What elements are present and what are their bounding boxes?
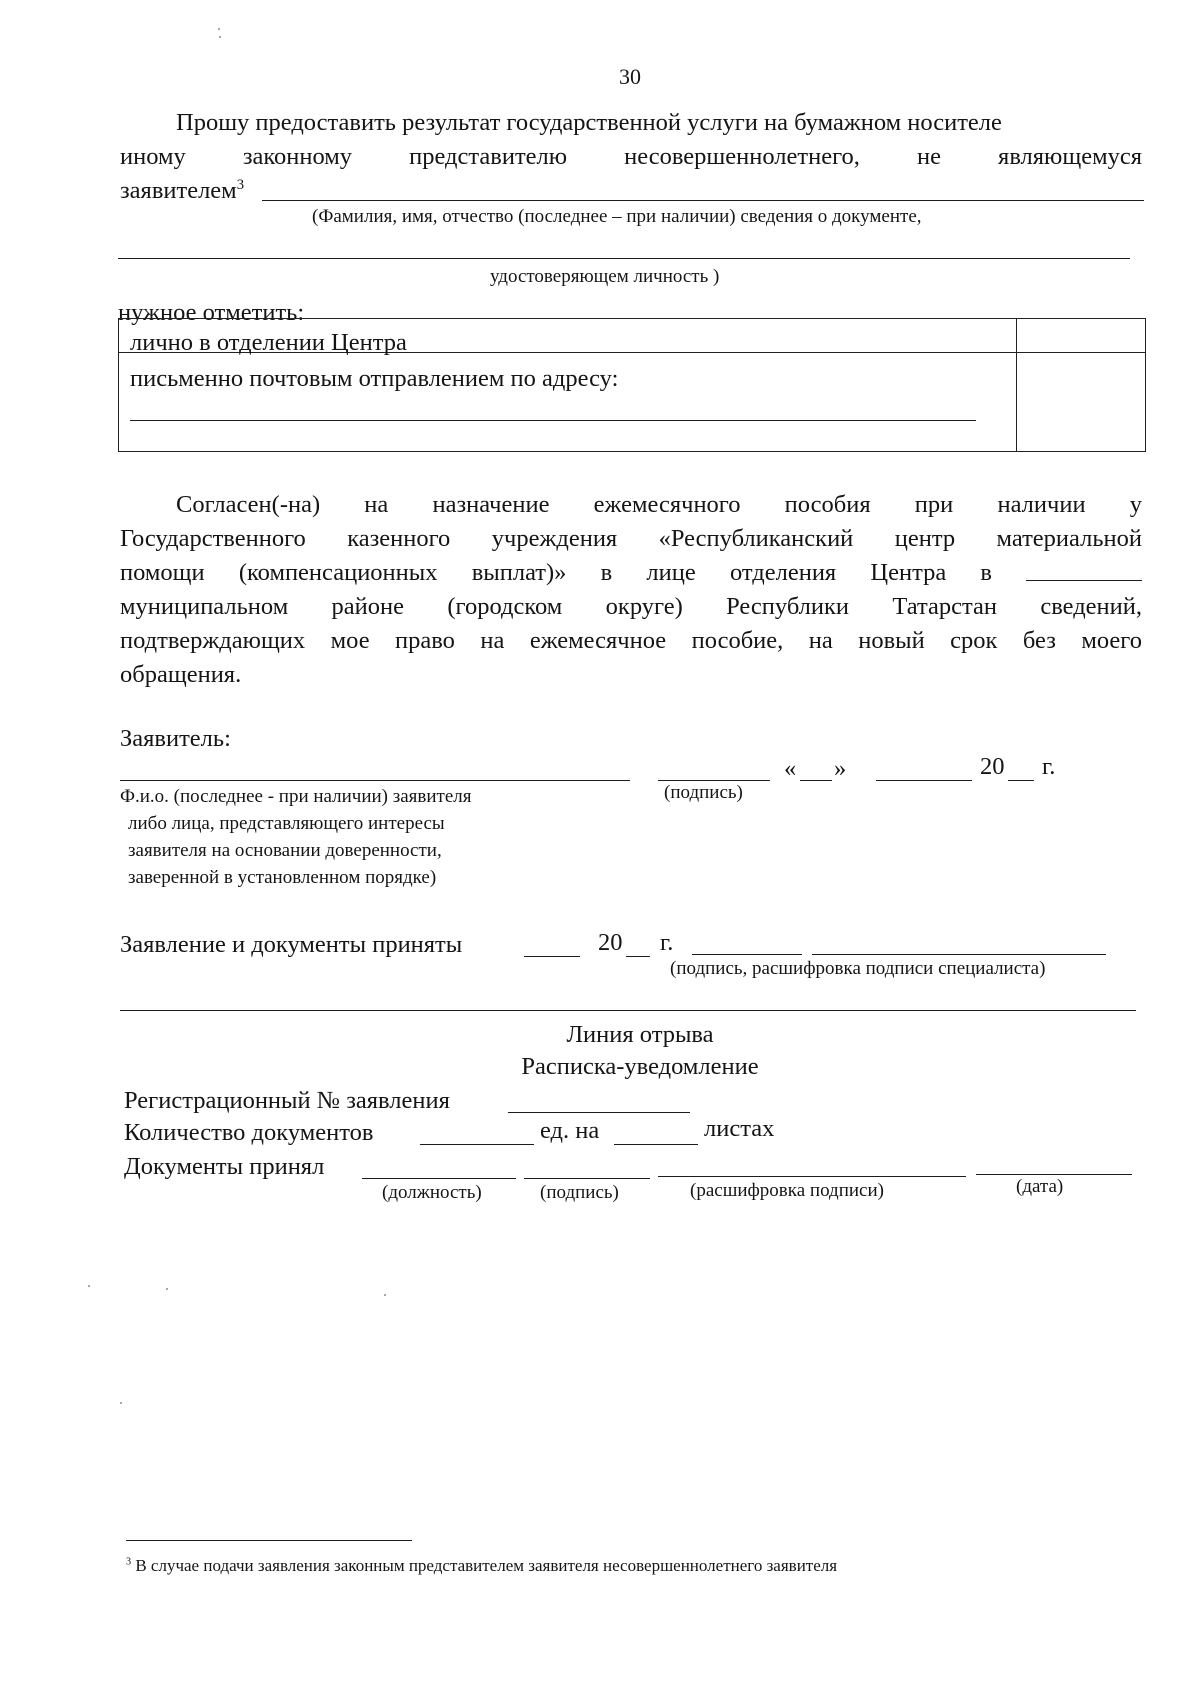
consent-line-3: помощи (компенсационных выплат)» в лице отделения Центра в: [120, 559, 992, 586]
fio-hint-3: заявителя на основании доверенности,: [128, 840, 442, 861]
date-year-prefix: 20: [980, 753, 1005, 780]
fio-hint-1: Ф.и.о. (последнее - при наличии) заявителя: [120, 786, 472, 807]
representative-hint-2: удостоверяющем личность ): [490, 266, 720, 287]
checkbox-column-divider: [1016, 318, 1017, 452]
footnote: [126, 1556, 837, 1576]
fio-hint-4: заверенной в установленном порядке): [128, 867, 437, 888]
representative-document-field[interactable]: [118, 258, 1130, 259]
doc-count-label: Количество документов: [124, 1119, 374, 1146]
date-open-quote: «: [784, 755, 797, 782]
scan-speck: [218, 28, 220, 30]
accepted-date-field[interactable]: [524, 956, 580, 957]
scan-speck: [166, 1288, 168, 1290]
fio-hint-2: либо лица, представляющего интересы: [128, 813, 445, 834]
hint-signature: (подпись): [540, 1182, 619, 1203]
footnote-marker: 3: [126, 1556, 132, 1568]
date-month-field[interactable]: [876, 780, 972, 781]
scan-speck: [88, 1285, 90, 1287]
request-line-1: Прошу предоставить результат государственной услуги на бумажном носителе: [176, 109, 1002, 136]
consent-line-2: Государственного казенного учреждения «Республиканский центр материальной: [120, 525, 1142, 552]
consent-line-5: подтверждающих мое право на ежемесячное пособие, на новый срок без моего: [120, 627, 1142, 654]
scan-speck: [384, 1294, 386, 1296]
accepted-label: Заявление и документы приняты: [120, 931, 463, 958]
tear-off-label: Линия отрыва: [566, 1021, 714, 1048]
reg-number-field[interactable]: [508, 1112, 690, 1113]
option-in-person: лично в отделении Центра: [130, 329, 407, 356]
sheets-label: листах: [704, 1115, 775, 1142]
footnote-text: В случае подачи заявления законным представителем заявителя несовершеннолетнего заявителя: [135, 1556, 838, 1575]
sheets-count-field[interactable]: [614, 1144, 698, 1145]
option-mail: письменно почтовым отправлением по адресу:: [130, 365, 619, 392]
receipt-title: Расписка-уведомление: [521, 1053, 759, 1080]
specialist-decoding-field[interactable]: [812, 954, 1106, 955]
accepted-year-field[interactable]: [626, 956, 650, 957]
checkbox-mail[interactable]: [1018, 354, 1144, 450]
consent-line-4: муниципальном районе (городском округе) Республики Татарстан сведений,: [120, 593, 1142, 620]
scan-speck: [120, 1402, 122, 1404]
hint-date: (дата): [1016, 1176, 1064, 1197]
representative-hint-1: (Фамилия, имя, отчество (последнее – при наличии) сведения о документе,: [312, 206, 922, 227]
hint-decoding: (расшифровка подписи): [690, 1180, 884, 1201]
consent-line-6: обращения.: [120, 661, 242, 688]
accepted-year-prefix: 20: [598, 929, 623, 956]
receipt-signature-field[interactable]: [524, 1178, 650, 1179]
doc-count-unit: ед. на: [540, 1117, 600, 1144]
accepted-by-label: Документы принял: [124, 1153, 325, 1180]
applicant-label: Заявитель:: [120, 725, 231, 752]
applicant-signature-field[interactable]: [658, 780, 770, 781]
delivery-label: нужное отметить:: [118, 299, 305, 326]
request-line-3: [120, 174, 244, 207]
signature-hint: (подпись): [664, 782, 743, 803]
checkbox-in-person[interactable]: [1018, 320, 1144, 351]
request-line-2: иному законному представителю несовершеннолетнего, не являющемуся: [120, 143, 1142, 170]
date-day-field[interactable]: [800, 780, 832, 781]
scan-speck: [219, 36, 221, 38]
page-number: 30: [619, 64, 641, 89]
accepted-hint: (подпись, расшифровка подписи специалиста): [670, 958, 1046, 979]
hint-position: (должность): [382, 1182, 482, 1203]
mail-address-field[interactable]: [130, 420, 976, 421]
date-year-field[interactable]: [1008, 780, 1034, 781]
date-year-suffix: г.: [1042, 753, 1056, 780]
specialist-signature-field[interactable]: [692, 954, 802, 955]
reg-number-label: Регистрационный № заявления: [124, 1087, 450, 1114]
date-close-quote: »: [834, 755, 847, 782]
district-field[interactable]: [1026, 580, 1142, 581]
receipt-decoding-field[interactable]: [658, 1176, 966, 1177]
consent-line-1: Согласен(-на) на назначение ежемесячного пособия при наличии у: [176, 491, 1142, 518]
representative-name-field[interactable]: [262, 200, 1144, 201]
doc-count-field[interactable]: [420, 1144, 534, 1145]
applicant-name-field[interactable]: [120, 780, 630, 781]
footnote-separator: [126, 1540, 412, 1541]
applicant-word: заявителем: [120, 177, 237, 204]
accepted-year-suffix: г.: [660, 929, 674, 956]
position-field[interactable]: [362, 1178, 516, 1179]
footnote-ref: 3: [236, 176, 245, 193]
receipt-date-field[interactable]: [976, 1174, 1132, 1175]
tear-off-line: [120, 1010, 1136, 1011]
